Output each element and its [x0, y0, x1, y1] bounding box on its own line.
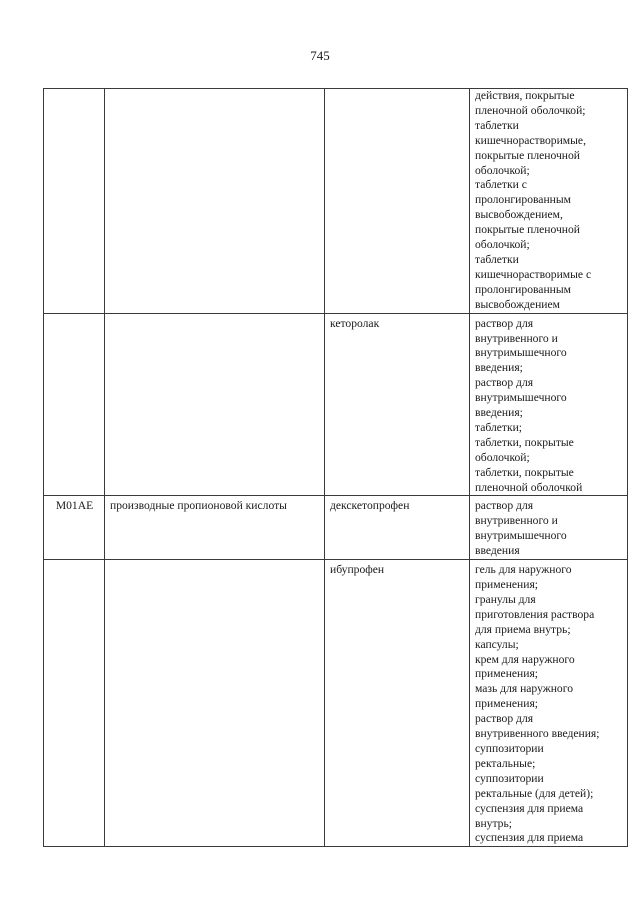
atc-code: M01AE — [55, 499, 94, 513]
atc-code-cell — [44, 560, 105, 847]
table-row — [44, 496, 628, 560]
group-cell — [105, 89, 325, 314]
group-cell — [105, 560, 325, 847]
atc-code-cell — [44, 89, 105, 314]
dosage-forms: гель для наружного применения; гранулы для приготовления раствора для приема внутрь; капсулы; крем для наружного применения; мазь для наружного применения; раствор для внутривенного введения; суппозитории ректальные; суппозитории ректальные (для детей); суспензия для приема внутрь; суспензия для приема — [475, 563, 600, 845]
drug-name-cell — [325, 496, 470, 560]
drug-name: кеторолак — [330, 316, 380, 330]
drug-name-cell — [325, 89, 470, 314]
dosage-forms-cell — [470, 89, 628, 314]
page-number: 745 — [310, 48, 330, 63]
drug-name: ибупрофен — [330, 563, 385, 577]
group-cell — [105, 313, 325, 496]
dosage-forms-cell — [470, 313, 628, 496]
drug-table — [43, 88, 628, 847]
atc-code-cell — [44, 313, 105, 496]
atc-code-cell — [44, 496, 105, 560]
dosage-forms-cell — [470, 560, 628, 847]
group-name: производные пропионовой кислоты — [110, 499, 287, 513]
drug-name-cell — [325, 313, 470, 496]
table-row — [44, 89, 628, 314]
dosage-forms-cell — [470, 496, 628, 560]
dosage-forms: раствор для внутривенного и внутримышечного введения — [475, 499, 567, 558]
dosage-forms: раствор для внутривенного и внутримышечного введения; раствор для внутримышечного введения; таблетки; таблетки, покрытые оболочкой; таблетки, покрытые пленочной оболочкой — [475, 316, 583, 494]
table-row — [44, 560, 628, 847]
drug-name-cell — [325, 560, 470, 847]
table-row — [44, 313, 628, 496]
group-cell — [105, 496, 325, 560]
dosage-forms: действия, покрытые пленочной оболочкой; таблетки кишечнорастворимые, покрытые пленочной оболочкой; таблетки с пролонгированным высвобождением, покрытые пленочной оболочкой; таблетки кишечнорастворимые с пролонгированным высвобождением — [475, 89, 592, 311]
drug-name: декскетопрофен — [330, 499, 410, 513]
